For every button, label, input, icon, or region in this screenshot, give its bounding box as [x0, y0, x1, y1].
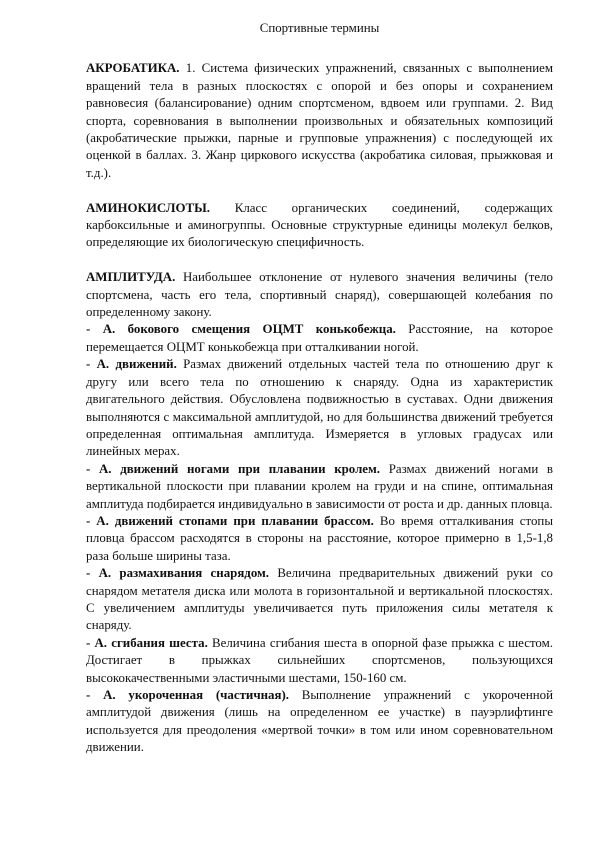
entry-amplituda — [86, 269, 553, 321]
subentry-definition: Величина сгибания шеста в опорной фазе прыжка с шестом. Достигает в прыжках сильнейших спортсменов, пользующихся высококачественными эластичными шестами, 150-160 см. — [86, 635, 553, 685]
subentry-bokovogo-smescheniya — [86, 321, 553, 356]
subentry-sgibaniya-shesta — [86, 635, 553, 687]
subentry-term: - А. размахивания снарядом. — [86, 566, 270, 581]
subentry-stopami-brassom — [86, 513, 553, 565]
document-page — [86, 20, 553, 757]
entry-term: АМИНОКИСЛОТЫ. — [86, 200, 211, 215]
subentry-definition: Расстояние, на которое перемещается ОЦМТ конькобежца при отталкивании ногой. — [86, 322, 553, 354]
subentry-razmakhivaniya-snaryadom — [86, 565, 553, 635]
entry-term: АМПЛИТУДА. — [86, 270, 176, 285]
subentry-definition: Выполнение упражнений с укороченной амплитудой движения (лишь на определенном ее участке) в пауэрлифтинге используется для преодоления «мертвой точки» в том или ином соревновательном движении. — [86, 688, 553, 755]
subentry-dvizheniy — [86, 356, 553, 460]
subentry-definition: Размах движений отдельных частей тела по отношению друг к другу или всего тела по отношению к снаряду. Одна из характеристик двигательного действия. Обусловлена подвижностью в суставах. Одни движения выполняются с максимальной амплитудой, но для большинства движений требуется определенная оптимальная амплитуда. Измеряется в угловых градусах или линейных мерах. — [86, 357, 553, 459]
entry-definition: Класс органических соединений, содержащих карбоксильные и аминогруппы. Основные структурные единицы молекул белков, определяющие их биологическую специфичность. — [86, 200, 553, 250]
subentry-definition: Во время отталкивания стопы пловца брассом расходятся в стороны на расстояние, которое примерно в 1,5-1,8 раза больше ширины таза. — [86, 513, 553, 563]
entry-term: АКРОБАТИКА. — [86, 61, 180, 76]
entry-akrobatika — [86, 60, 553, 182]
subentry-nogami-krolem — [86, 461, 553, 513]
entry-aminokisloty — [86, 200, 553, 252]
document-title: Спортивные термины — [259, 21, 380, 35]
subentry-definition: Величина предварительных движений руки со снарядом метателя диска или молота в горизонтальной и вертикальной плоскостях. С увеличением амплитуды увеличивается путь приложения силы метателя к снаряду. — [86, 566, 554, 633]
entry-definition: 1. Система физических упражнений, связанных с выполнением вращений тела в разных плоскостях с опорой и без опоры и сохранением равновесия (балансирование) одним спортсменом, вдвоем или группами. 2. Вид спорта, соревнования в выполнении произвольных и обязательных композиций (акробатические прыжки, парные и групповые упражнения) с последующей их оценкой в баллах. 3. Жанр циркового искусства (акробатика силовая, прыжковая и т.д.). — [86, 61, 553, 180]
subentry-term: - А. движений стопами при плавании брассом. — [86, 513, 374, 528]
subentry-term: - А. сгибания шеста. — [86, 635, 208, 650]
subentry-term: - А. укороченная (частичная). — [86, 688, 289, 702]
subentry-term: - А. движений ногами при плавании кролем. — [86, 461, 381, 476]
paragraph-spacer — [86, 252, 553, 269]
subentry-definition: Размах движений ногами в вертикальной плоскости при плавании кролем на груди и на спине, оптимальная амплитуда подбирается индивидуально в зависимости от роста и др. данных пловца. — [86, 461, 553, 511]
subentry-term: - А. бокового смещения ОЦМТ конькобежца. — [86, 322, 396, 337]
entry-definition: Наибольшее отклонение от нулевого значения величины (тело спортсмена, часть его тела, спортивный снаряд), совершающей колебания по определенному закону. — [86, 270, 553, 320]
subentry-ukorochennaya — [86, 687, 553, 757]
subentry-term: - А. движений. — [86, 357, 177, 372]
paragraph-spacer — [86, 182, 553, 199]
